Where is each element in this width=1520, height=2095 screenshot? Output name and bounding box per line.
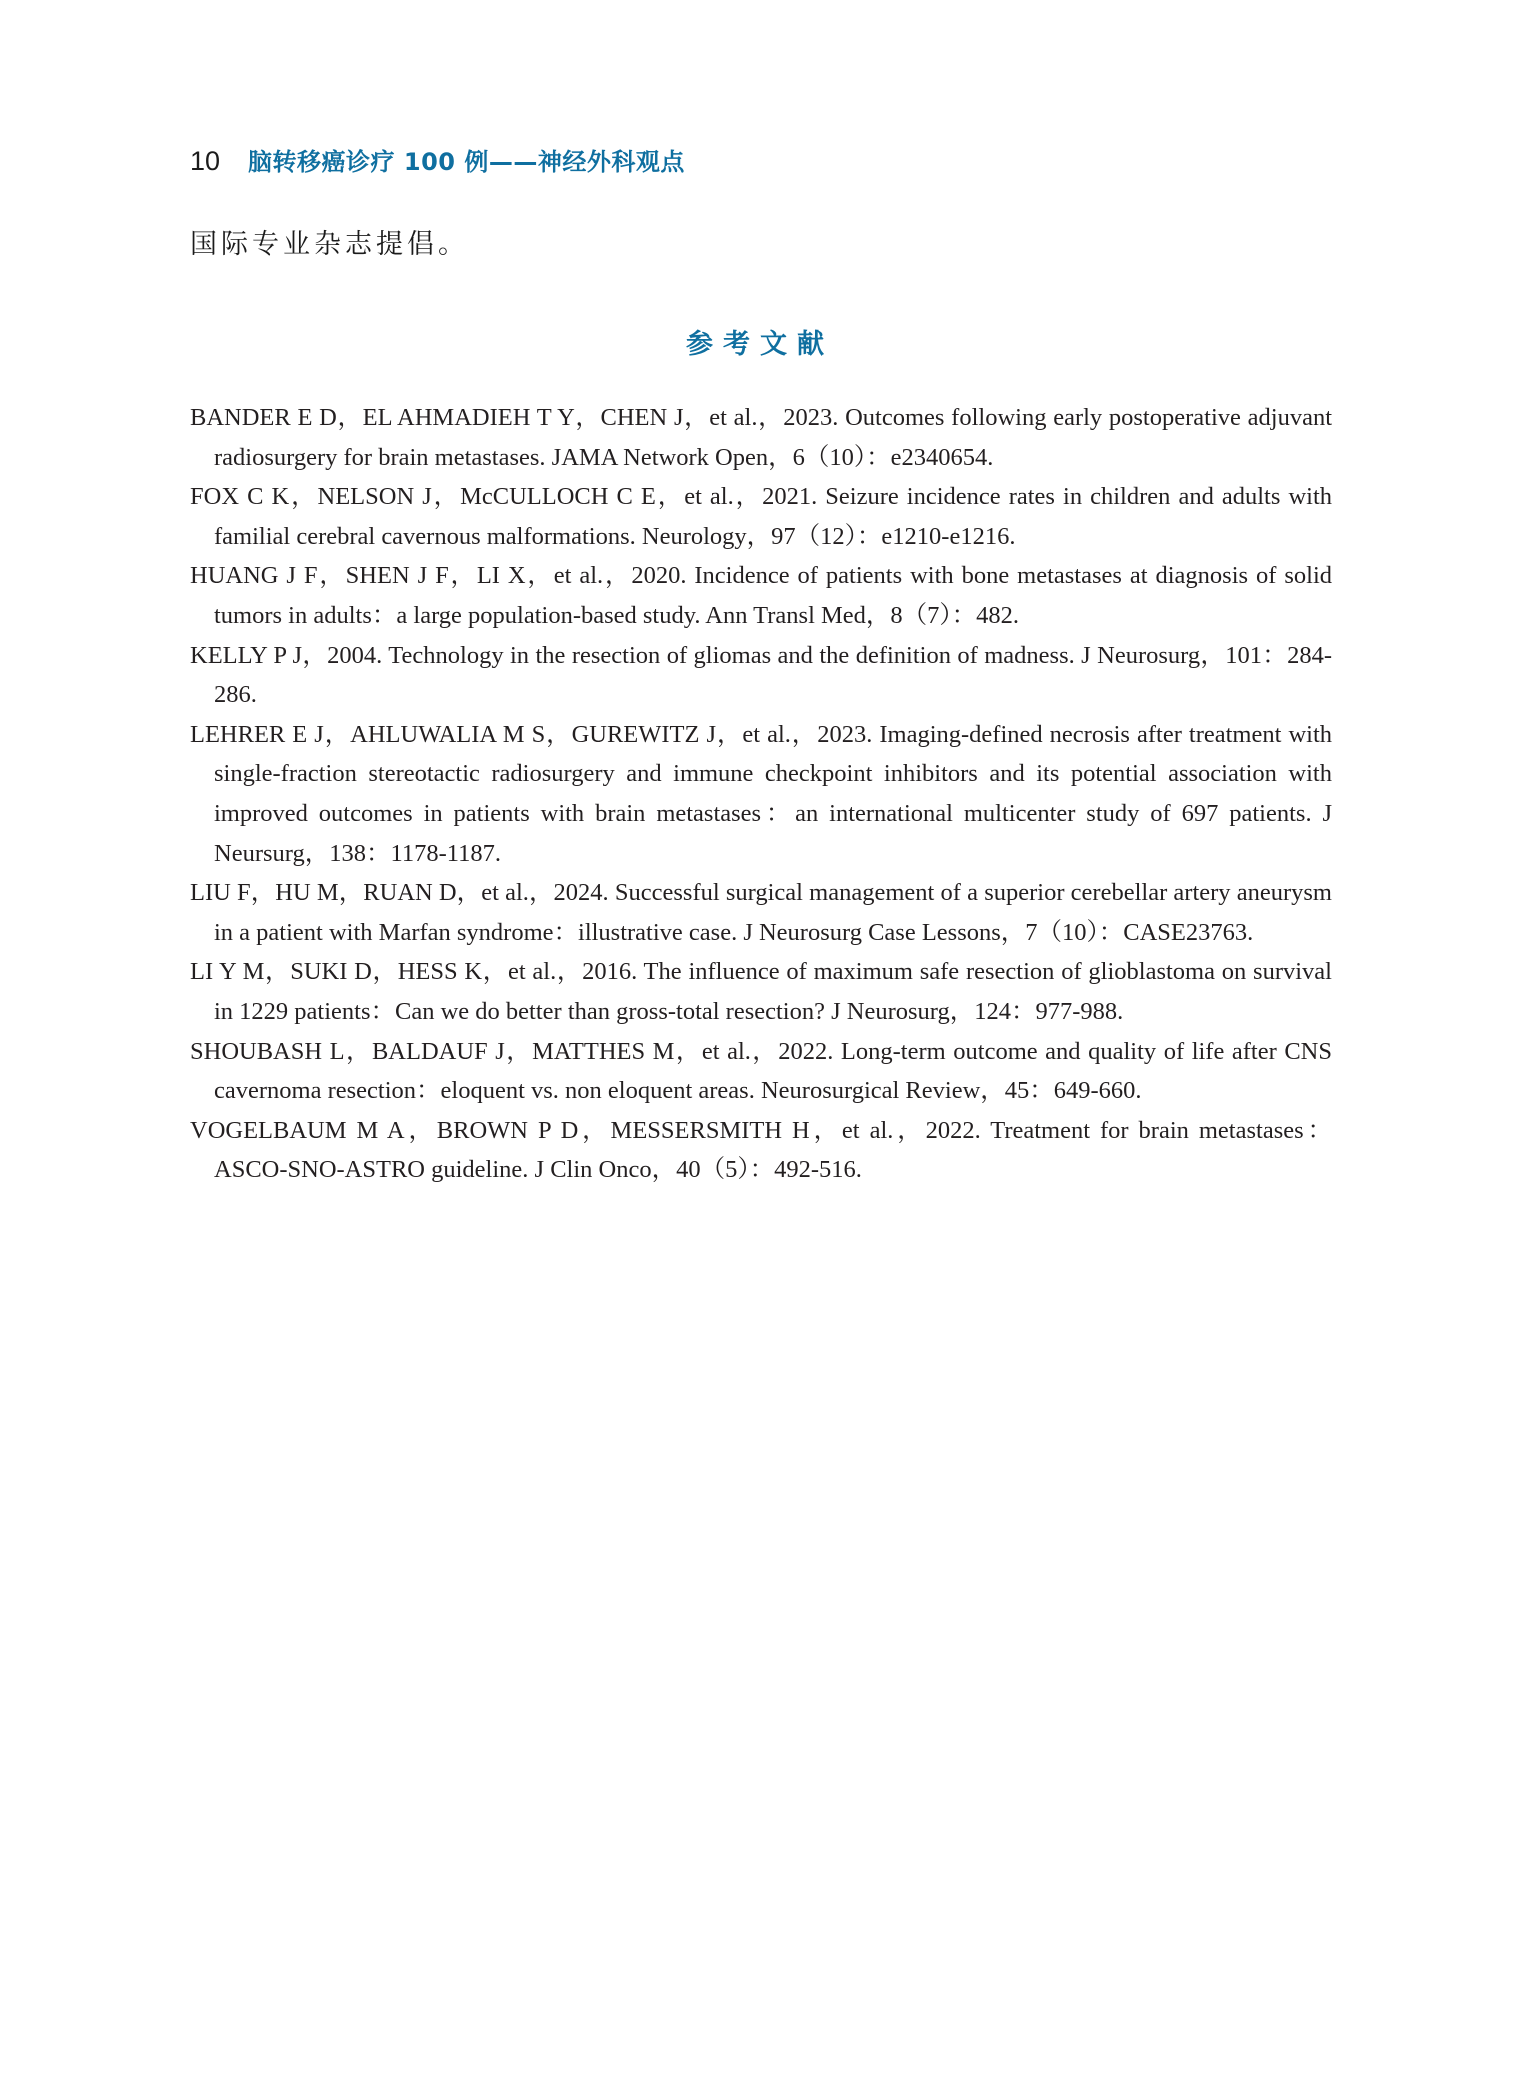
body-paragraph: 国际专业杂志提倡。 <box>190 229 469 260</box>
reference-item: BANDER E D，EL AHMADIEH T Y，CHEN J，et al.，2023. Outcomes following early postoperative adjuvant radiosurgery for brain metastases. JAMA Network Open，6（10）：e2340654. <box>190 404 1332 471</box>
page-number: 10 <box>190 146 221 176</box>
reference-item: LI Y M，SUKI D，HESS K，et al.，2016. The influence of maximum safe resection of glioblastoma on survival in 1229 patients：Can we do better than gross-total resection? J Neurosurg，124：977-988. <box>190 958 1332 1025</box>
page-header <box>190 142 685 182</box>
reference-item: VOGELBAUM M A，BROWN P D，MESSERSMITH H，et al.，2022. Treatment for brain metastases：ASCO-SNO-ASTRO guideline. J Clin Onco，40（5）：492-516. <box>190 1116 1332 1184</box>
reference-item: SHOUBASH L，BALDAUF J，MATTHES M，et al.，2022. Long-term outcome and quality of life after CNS cavernoma resection：eloquent vs. non eloquent areas. Neurosurgical Review，45：649-660. <box>190 1037 1332 1105</box>
reference-item: HUANG J F，SHEN J F，LI X，et al.，2020. Incidence of patients with bone metastases at diagnosis of solid tumors in adults：a large population-based study. Ann Transl Med，8（7）：482. <box>190 562 1332 629</box>
reference-item: LIU F，HU M，RUAN D，et al.，2024. Successful surgical management of a superior cerebellar artery aneurysm in a patient with Marfan syndrome：illustrative case. J Neurosurg Case Lessons，7（10）：CASE23763. <box>190 879 1332 946</box>
reference-item: LEHRER E J，AHLUWALIA M S，GUREWITZ J，et al.，2023. Imaging-defined necrosis after treatment with single-fraction stereotactic radiosurgery and immune checkpoint inhibitors and its potential association with improved outcomes in patients with brain metastases：an international multicenter study of 697 patients. J Neursurg，138：1178-1187. <box>190 720 1332 867</box>
reference-list <box>190 398 1332 1190</box>
reference-item: KELLY P J，2004. Technology in the resection of gliomas and the definition of madness. J Neurosurg，101：284-286. <box>190 641 1332 709</box>
reference-item: FOX C K，NELSON J，McCULLOCH C E，et al.，2021. Seizure incidence rates in children and adults with familial cerebral cavernous malformations. Neurology，97（12）：e1210-e1216. <box>190 483 1332 550</box>
running-title: 脑转移癌诊疗 100 例——神经外科观点 <box>248 148 685 176</box>
references-heading: 参考文献 <box>686 329 834 360</box>
